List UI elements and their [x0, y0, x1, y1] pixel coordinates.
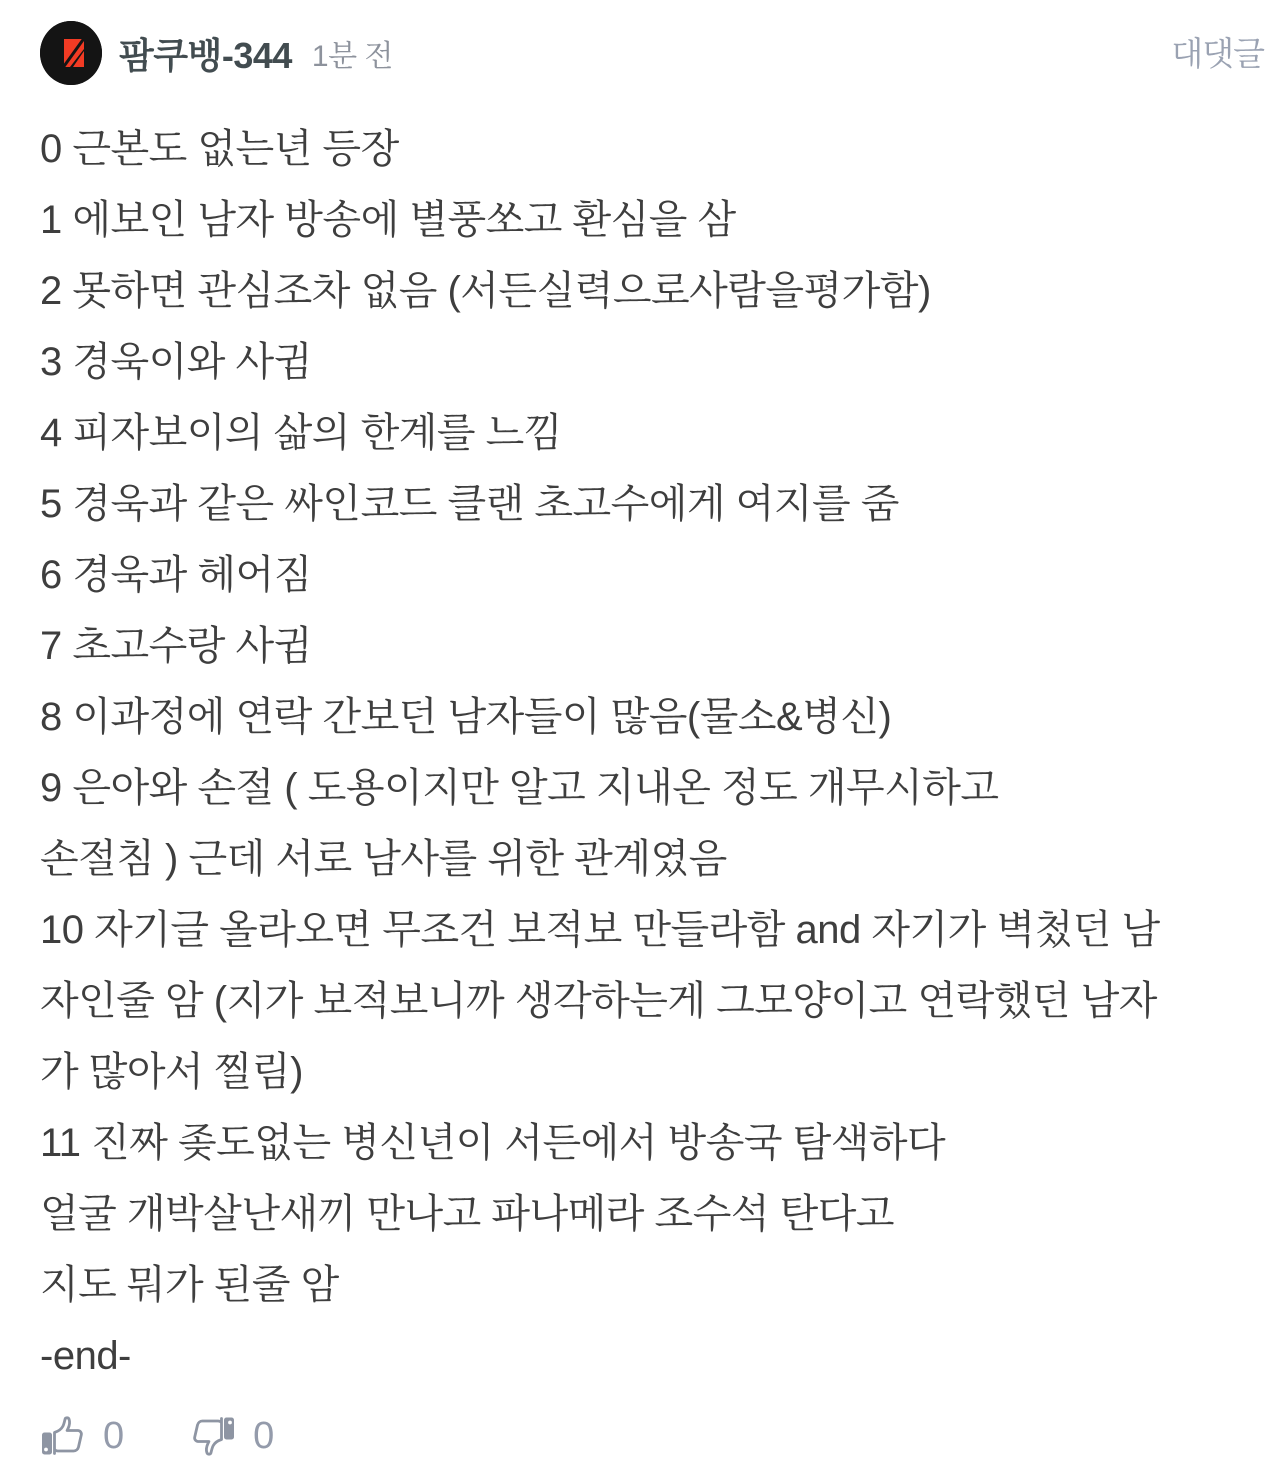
username[interactable]: 팜쿠뱅-344 — [119, 34, 292, 76]
comment-line: 8 이과정에 연락 간보던 남자들이 많음(물소&병신) — [40, 695, 892, 739]
comment-line: 4 피자보이의 삶의 한계를 느낌 — [40, 411, 562, 455]
thumbs-down-icon — [190, 1412, 236, 1460]
comment-line: -end- — [40, 1334, 131, 1378]
comment-line: 손절침 ) 근데 서로 남사를 위한 관계였음 — [40, 837, 727, 881]
avatar-logo-icon — [40, 21, 102, 85]
comment-line: 10 자기글 올라오면 무조건 보적보 만들라함 and 자기가 벽첬던 남 — [40, 908, 1160, 952]
comment-line: 자인줄 암 (지가 보적보니까 생각하는게 그모양이고 연락했던 남자 — [40, 979, 1157, 1023]
reply-link[interactable]: 대댓글 — [1171, 35, 1264, 72]
upvote-button[interactable] — [40, 1412, 124, 1460]
comment-line: 지도 뭐가 된줄 암 — [40, 1263, 339, 1307]
comment-line: 얼굴 개박살난새끼 만나고 파나메라 조수석 탄다고 — [40, 1192, 895, 1236]
comment-body — [40, 114, 1240, 1392]
downvote-count: 0 — [253, 1415, 275, 1457]
comment-line: 1 에보인 남자 방송에 별풍쏘고 환심을 삼 — [40, 198, 736, 242]
comment-line: 5 경욱과 같은 싸인코드 클랜 초고수에게 여지를 줌 — [40, 482, 899, 526]
comment-header — [40, 0, 1264, 84]
comment-line: 가 많아서 찔림) — [40, 1050, 303, 1094]
vote-row — [40, 1412, 1240, 1460]
comment-line: 11 진짜 좆도없는 병신년이 서든에서 방송국 탐색하다 — [40, 1121, 946, 1165]
avatar[interactable] — [40, 21, 102, 85]
downvote-button[interactable] — [190, 1412, 274, 1460]
comment-line: 2 못하면 관심조차 없음 (서든실력으로사람을평가함) — [40, 269, 931, 313]
comment-line: 0 근본도 없는년 등장 — [40, 127, 399, 171]
comment-line: 3 경욱이와 사귐 — [40, 340, 312, 384]
thumbs-up-icon — [40, 1412, 86, 1460]
comment-line: 7 초고수랑 사귐 — [40, 624, 312, 668]
comment-line: 6 경욱과 헤어짐 — [40, 553, 312, 597]
timestamp: 1분 전 — [311, 40, 393, 73]
comment-line: 9 은아와 손절 ( 도용이지만 알고 지내온 정도 개무시하고 — [40, 766, 999, 810]
upvote-count: 0 — [103, 1415, 125, 1457]
